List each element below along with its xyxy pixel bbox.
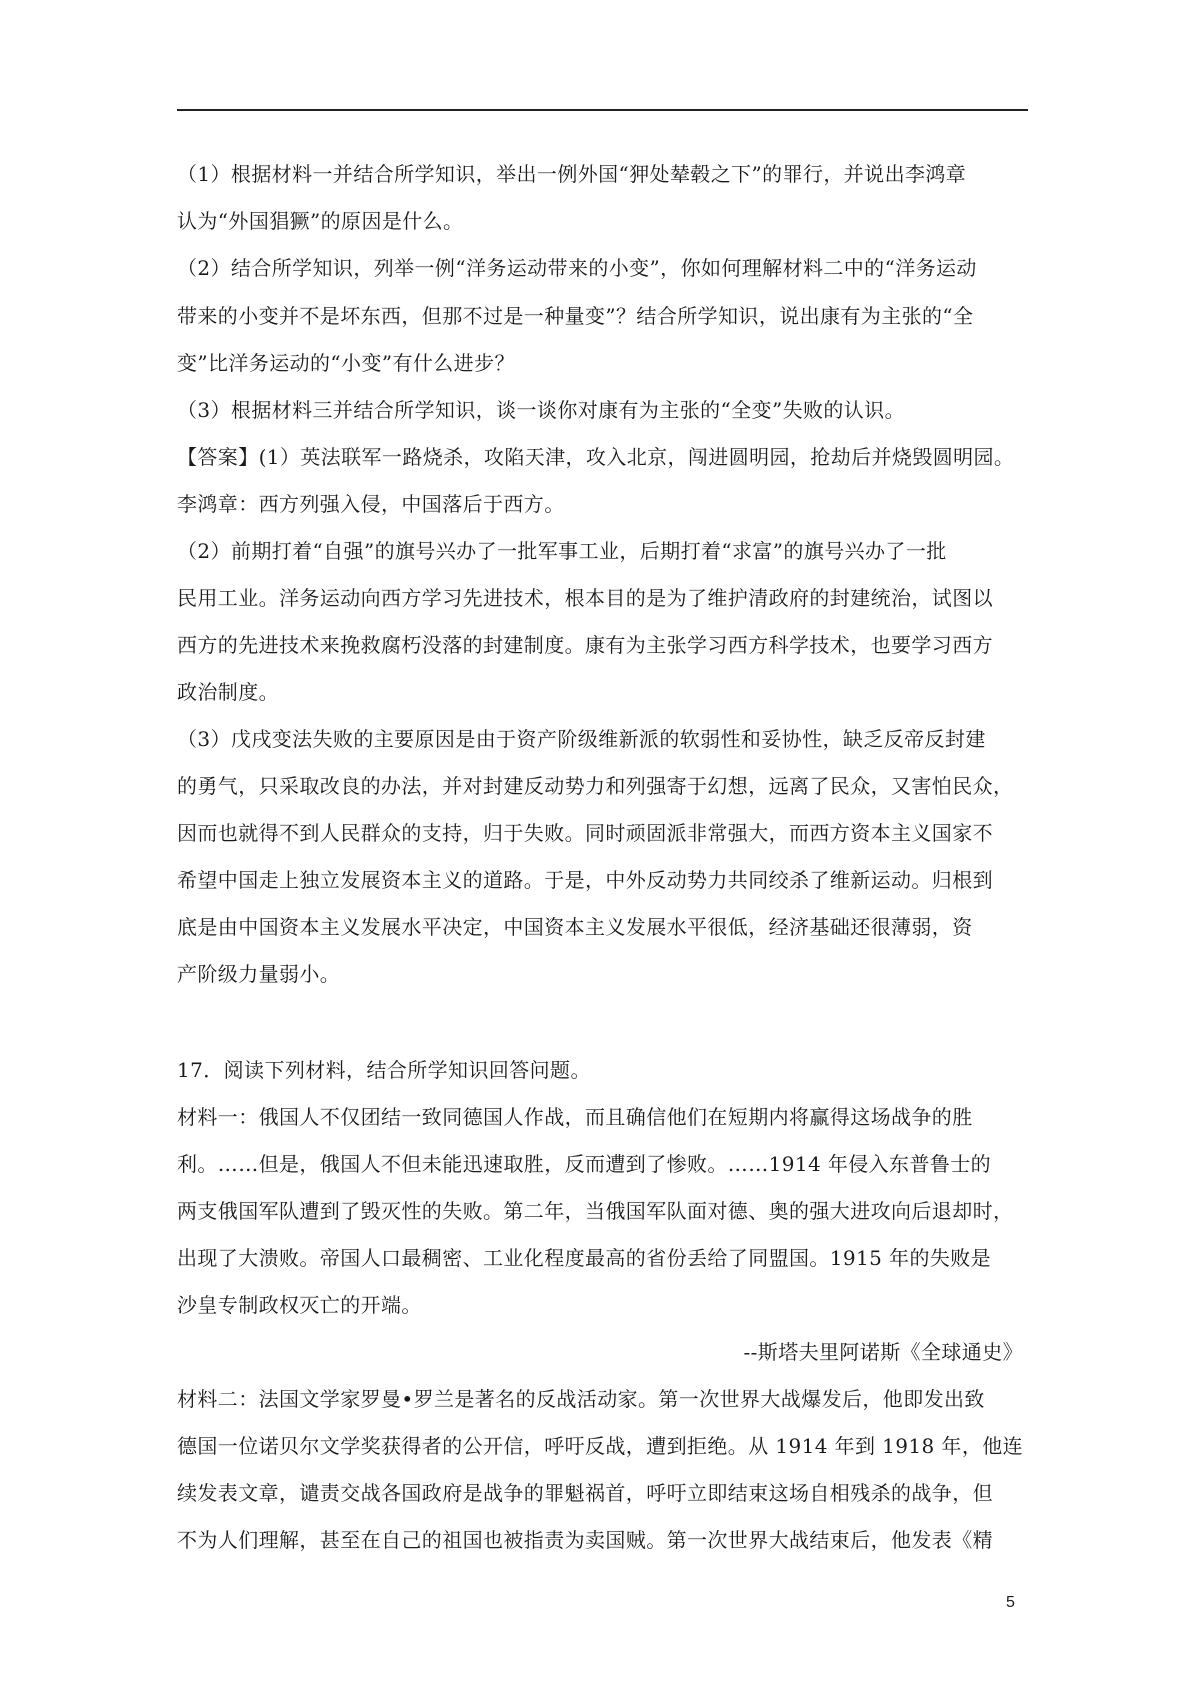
text-line: （2）结合所学知识，列举一例“洋务运动带来的小变”，你如何理解材料二中的“洋务运动 (177, 256, 977, 280)
answer-line: 产阶级力量弱小。 (177, 962, 341, 986)
text-line: （3）根据材料三并结合所学知识，谈一谈你对康有为主张的“全变”失败的认识。 (177, 398, 905, 422)
text-line: 续发表文章，谴责交战各国政府是战争的罪魁祸首，呼吁立即结束这场自相残杀的战争，但 (177, 1481, 993, 1505)
answer-line: 的勇气，只采取改良的办法，并对封建反动势力和列强寄于幻想，远离了民众，又害怕民众， (177, 774, 1014, 798)
citation: --斯塔夫里阿诺斯《全球通史》 (743, 1340, 1023, 1364)
text-line: 材料二：法国文学家罗曼•罗兰是著名的反战活动家。第一次世界大战爆发后，他即发出致 (177, 1387, 985, 1411)
text-line: 带来的小变并不是坏东西，但那不过是一种量变”？结合所学知识，说出康有为主张的“全 (177, 304, 974, 328)
text-line: 变”比洋务运动的“小变”有什么进步？ (177, 351, 515, 375)
question-heading: 17．阅读下列材料，结合所学知识回答问题。 (177, 1058, 591, 1082)
answer-line: 因而也就得不到人民群众的支持，归于失败。同时顽固派非常强大，而西方资本主义国家不 (177, 821, 993, 845)
answer-line: （2）前期打着“自强”的旗号兴办了一批军事工业，后期打着“求富”的旗号兴办了一批 (177, 539, 947, 563)
text-line: 出现了大溃败。帝国人口最稠密、工业化程度最高的省份丢给了同盟国。1915 年的失败是 (177, 1246, 992, 1270)
text-line: 认为“外国猖獗”的原因是什么。 (177, 209, 464, 233)
text-line: 沙皇专制政权灭亡的开端。 (177, 1293, 422, 1317)
header-rule (177, 109, 1028, 111)
answer-line: 民用工业。洋务运动向西方学习先进技术，根本目的是为了维护清政府的封建统治，试图以 (177, 586, 993, 610)
text-line: （1）根据材料一并结合所学知识，举出一例外国“狎处辇毂之下”的罪行，并说出李鸿章 (177, 162, 967, 186)
answer-line: 希望中国走上独立发展资本主义的道路。于是，中外反动势力共同绞杀了维新运动。归根到 (177, 868, 993, 892)
text-line: 两支俄国军队遭到了毁灭性的失败。第二年，当俄国军队面对德、奥的强大进攻向后退却时， (177, 1199, 1014, 1223)
text-line: 利。……但是，俄国人不但未能迅速取胜，反而遭到了惨败。……1914 年侵入东普鲁士的 (177, 1152, 992, 1176)
text-line: 德国一位诺贝尔文学奖获得者的公开信，呼吁反战，遭到拒绝。从 1914 年到 1918 年，他连 (177, 1434, 1024, 1458)
answer-line: 底是由中国资本主义发展水平决定，中国资本主义发展水平很低，经济基础还很薄弱，资 (177, 915, 973, 939)
answer-line: 政治制度。 (177, 680, 279, 704)
text-line: 材料一：俄国人不仅团结一致同德国人作战，而且确信他们在短期内将赢得这场战争的胜 (177, 1105, 973, 1129)
answer-line: 【答案】(1）英法联军一路烧杀，攻陷天津，攻入北京，闯进圆明园，抢劫后并烧毁圆明园。 (177, 445, 1015, 469)
answer-line: 李鸿章：西方列强入侵，中国落后于西方。 (177, 492, 565, 516)
text-line: 不为人们理解，甚至在自己的祖国也被指责为卖国贼。第一次世界大战结束后，他发表《精 (177, 1528, 993, 1552)
answer-line: 西方的先进技术来挽救腐朽没落的封建制度。康有为主张学习西方科学技术，也要学习西方 (177, 633, 993, 657)
page-number: 5 (1006, 1594, 1015, 1611)
answer-line: （3）戊戌变法失败的主要原因是由于资产阶级维新派的软弱性和妥协性，缺乏反帝反封建 (177, 727, 986, 751)
